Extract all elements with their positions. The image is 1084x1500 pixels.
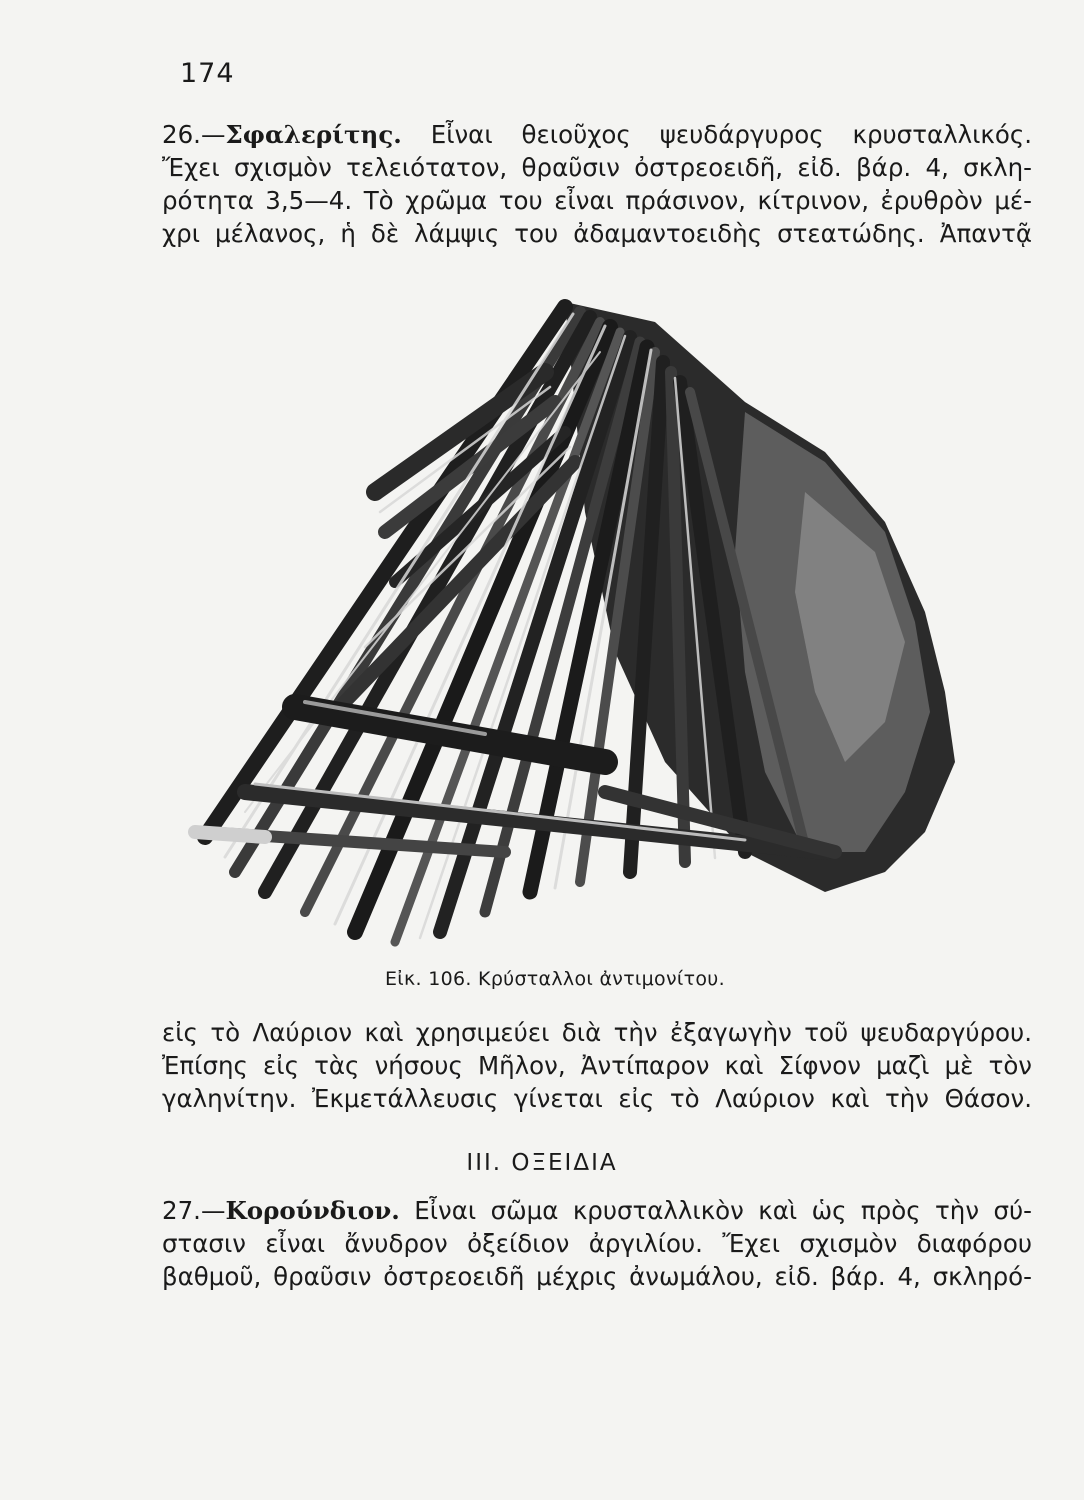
paragraph-line: χρι μέλανος, ἡ δὲ λάμψις του ἀδαμαντοειδὴς στεατώδης. Ἀπαντᾷ — [162, 219, 1032, 248]
line-text: Εἶναι σῶμα κρυσταλλικὸν καὶ ὡς πρὸς τὴν σύ- — [399, 1196, 1032, 1225]
paragraph-corundum — [162, 1194, 1032, 1293]
line-text: Εἶναι θειοῦχος ψευδάργυρος κρυσταλλικός. — [401, 120, 1032, 149]
entry-number: 27.— — [162, 1196, 226, 1225]
paragraph-line — [162, 118, 1032, 151]
paragraph-line — [162, 1194, 1032, 1227]
entry-term: Κορούνδιον. — [225, 1196, 400, 1225]
figure-caption: Εἰκ. 106. Κρύσταλλοι ἀντιμονίτου. — [385, 968, 725, 990]
paragraph-line: στασιν εἶναι ἄνυδρον ὀξείδιον ἀργιλίου. Ἔχει σχισμὸν διαφόρου — [162, 1229, 1032, 1258]
paragraph-line: εἰς τὸ Λαύριον καὶ χρησιμεύει διὰ τὴν ἐξαγωγὴν τοῦ ψευδαργύρου. — [162, 1018, 1032, 1047]
paragraph-sphalerite — [162, 118, 1032, 250]
paragraph-line: γαληνίτην. Ἐκμετάλλευσις γίνεται εἰς τὸ Λαύριον καὶ τὴν Θάσον. — [162, 1084, 1032, 1113]
paragraph-occurrence — [162, 1016, 1032, 1115]
entry-number: 26.— — [162, 120, 226, 149]
paragraph-line: Ἔχει σχισμὸν τελειότατον, θραῦσιν ὀστρεοειδῆ, εἰδ. βάρ. 4, σκλη- — [162, 153, 1032, 182]
paragraph-line: βαθμοῦ, θραῦσιν ὀστρεοειδῆ μέχρις ἀνωμάλου, εἰδ. βάρ. 4, σκληρό- — [162, 1262, 1032, 1291]
entry-term: Σφαλερίτης. — [225, 120, 402, 149]
section-heading: ΙΙΙ. ΟΞΕΙΔΙΑ — [466, 1150, 618, 1176]
page-number: 174 — [180, 58, 235, 89]
stibnite-crystals-figure — [185, 292, 975, 952]
paragraph-line: ρότητα 3,5—4. Τὸ χρῶμα του εἶναι πράσινον, κίτρινον, ἐρυθρὸν μέ- — [162, 186, 1032, 215]
paragraph-line: Ἐπίσης εἰς τὰς νήσους Μῆλον, Ἀντίπαρον καὶ Σίφνον μαζὶ μὲ τὸν — [162, 1051, 1032, 1080]
